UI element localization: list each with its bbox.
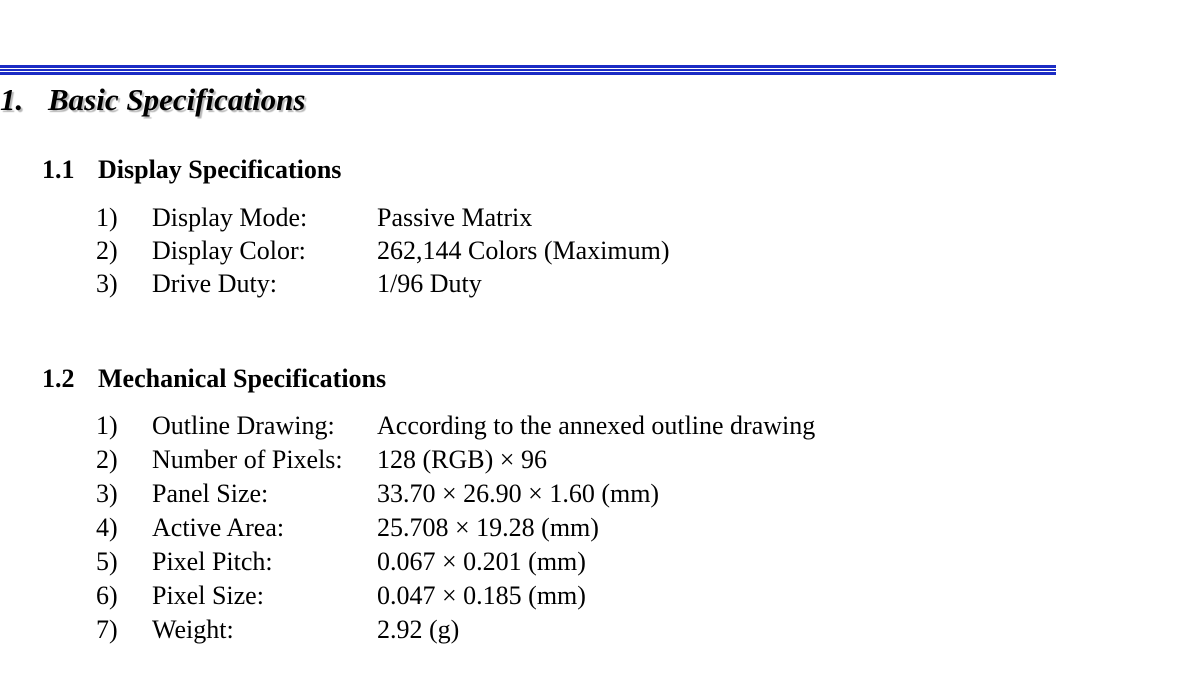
spec-row [96,614,815,648]
header-rule [0,65,1056,76]
mechanical-spec-list [96,410,815,648]
spec-label: Outline Drawing: [152,411,335,440]
spec-row [96,202,670,235]
spec-value: 2.92 (g) [377,615,460,644]
spec-label: Weight: [152,615,234,644]
spec-value: 0.067 × 0.201 (mm) [377,547,586,576]
spec-value: According to the annexed outline drawing [377,411,816,440]
spec-label: Display Mode: [152,203,308,232]
spec-value: 128 (RGB) × 96 [377,445,547,474]
subsection-title: Mechanical Specifications [98,364,387,393]
spec-row [96,444,815,478]
spec-row [96,410,815,444]
header-rule-line-bottom [0,72,1056,75]
subsection-number: 1.1 [42,155,75,184]
spec-label: Number of Pixels: [152,445,343,474]
spec-index: 2) [96,236,118,265]
display-spec-list [96,202,670,301]
spec-index: 2) [96,445,118,474]
spec-value: 262,144 Colors (Maximum) [377,236,670,265]
spec-index: 6) [96,581,118,610]
spec-value: Passive Matrix [377,203,533,232]
spec-label: Pixel Size: [152,581,264,610]
section-title: Basic Specifications [48,82,306,117]
spec-index: 3) [96,269,118,298]
spec-row [96,580,815,614]
section-number: 1. [0,82,24,117]
spec-value: 33.70 × 26.90 × 1.60 (mm) [377,479,660,508]
spec-label: Drive Duty: [152,269,277,298]
spec-index: 5) [96,547,118,576]
spec-row [96,478,815,512]
spec-row [96,268,670,301]
spec-index: 1) [96,203,118,232]
spec-label: Panel Size: [152,479,269,508]
spec-index: 1) [96,411,118,440]
spec-index: 3) [96,479,118,508]
subsection-heading-display [42,155,341,185]
spec-label: Active Area: [152,513,285,542]
spec-value: 25.708 × 19.28 (mm) [377,513,599,542]
spec-row [96,546,815,580]
subsection-number: 1.2 [42,364,75,393]
spec-label: Pixel Pitch: [152,547,273,576]
subsection-title: Display Specifications [98,155,342,184]
section-heading [0,80,305,120]
spec-index: 4) [96,513,118,542]
spec-label: Display Color: [152,236,306,265]
spec-row [96,512,815,546]
spec-index: 7) [96,615,118,644]
spec-value: 0.047 × 0.185 (mm) [377,581,586,610]
spec-value: 1/96 Duty [377,269,482,298]
subsection-heading-mechanical [42,364,386,394]
spec-row [96,235,670,268]
